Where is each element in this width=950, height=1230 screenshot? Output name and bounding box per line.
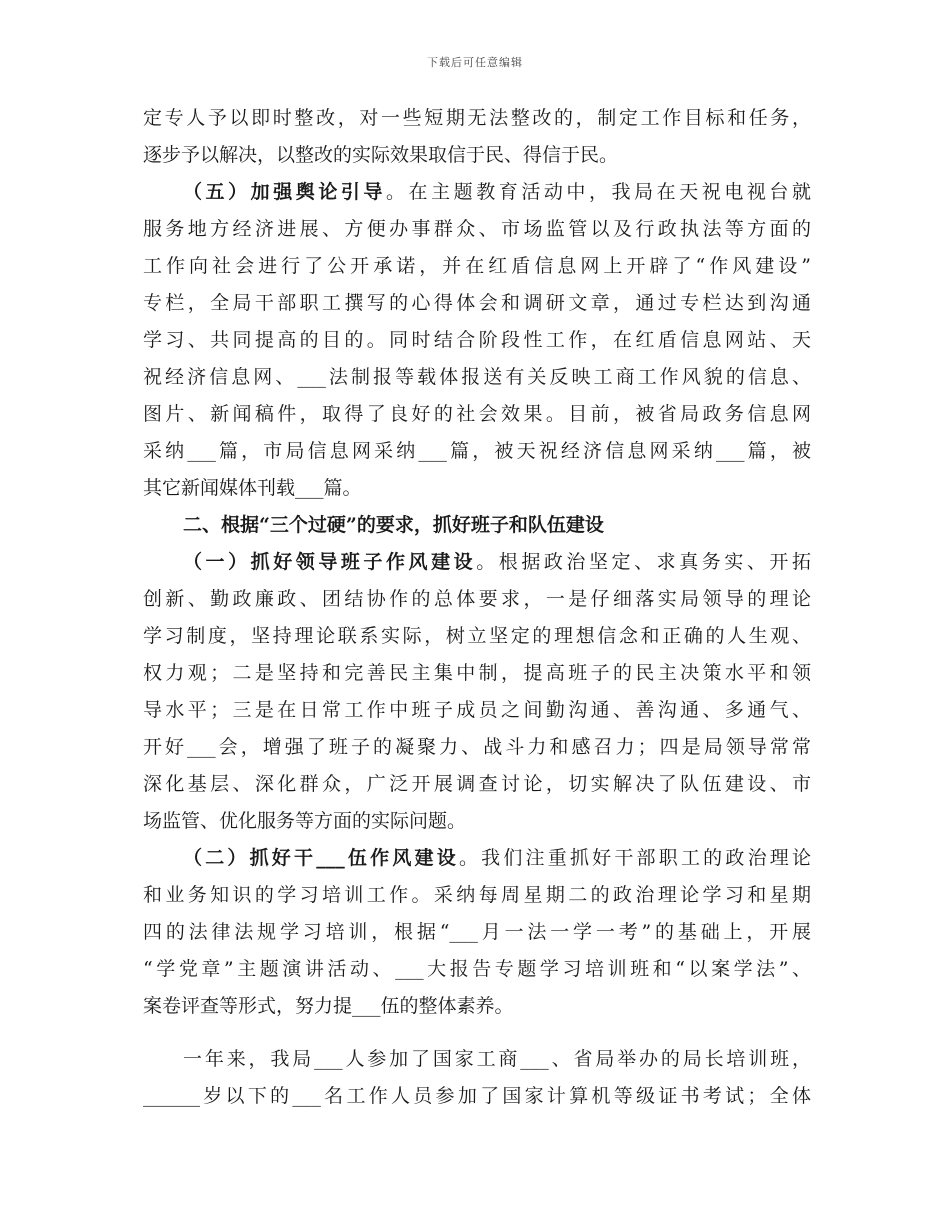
paragraph-heading: （五）加强舆论引导 — [183, 181, 386, 203]
text-line: 服务地方经济进展、方便办事群众、市场监管以及行政执法等方面的 — [143, 218, 811, 240]
text-line: “学党章”主题演讲活动、___大报告专题学习培训班和“以案学法”、 — [143, 958, 811, 980]
text-line: 工作向社会进行了公开承诺，并在红盾信息网上开辟了“作风建设” — [143, 255, 811, 277]
text-line: 定专人予以即时整改，对一些短期无法整改的，制定工作目标和任务， — [143, 107, 811, 129]
text-line: 权力观；二是坚持和完善民主集中制，提高班子的民主决策水平和领 — [143, 662, 811, 684]
text-line: 逐步予以解决，以整改的实际效果取信于民、得信于民。 — [143, 144, 619, 166]
text-line: 其它新闻媒体刊载___篇。 — [143, 477, 362, 499]
paragraph — [143, 174, 811, 507]
paragraph — [143, 1041, 811, 1115]
text-line: 学习制度，坚持理论联系实际，树立坚定的理想信念和正确的人生观、 — [143, 625, 811, 647]
text-line: 导水平；三是在日常工作中班子成员之间勤沟通、善沟通、多通气、 — [143, 699, 811, 721]
text-run: 。我们注重抓好干部职工的政治理论 — [458, 847, 811, 869]
text-line: 深化基层、深化群众，广泛开展调查讨论，切实解决了队伍建设、市 — [143, 773, 811, 795]
section-title-block — [143, 507, 811, 544]
text-run: 。在主题教育活动中，我局在天祝电视台就 — [386, 181, 811, 203]
paragraph — [143, 840, 811, 1025]
text-line: 场监管、优化服务等方面的实际问题。 — [143, 810, 467, 832]
paragraph — [143, 100, 811, 174]
paragraph — [143, 544, 811, 840]
text-line: 采纳___篇，市局信息网采纳___篇，被天祝经济信息网采纳___篇，被 — [143, 440, 811, 462]
text-line: ______岁以下的___名工作人员参加了国家计算机等级证书考试；全体 — [143, 1085, 811, 1107]
text-line: 一年来，我局___人参加了国家工商___、省局举办的局长培训班， — [183, 1048, 811, 1070]
text-line: 和业务知识的学习培训工作。采纳每周星期二的政治理论学习和星期 — [143, 884, 811, 906]
paragraph-heading: （一）抓好领导班子作风建设 — [183, 551, 477, 573]
text-line: 四的法律法规学习培训，根据“___月一法一学一考”的基础上，开展 — [143, 921, 811, 943]
text-line: 创新、勤政廉政、团结协作的总体要求，一是仔细落实局领导的理论 — [143, 588, 811, 610]
page-header-note: 下载后可任意编辑 — [427, 56, 523, 69]
text-line: 学习、共同提高的目的。同时结合阶段性工作，在红盾信息网站、天 — [143, 329, 811, 351]
text-run: 。根据政治坚定、求真务实、开拓 — [476, 551, 811, 573]
text-line — [143, 840, 811, 877]
paragraph-heading: （二）抓好干___伍作风建设 — [183, 847, 459, 869]
text-line — [143, 544, 811, 581]
text-line: 案卷评查等形式，努力提___伍的整体素养。 — [143, 995, 514, 1017]
text-line: 祝经济信息网、___法制报等载体报送有关反映工商工作风貌的信息、 — [143, 366, 811, 388]
text-line: 开好___会，增强了班子的凝聚力、战斗力和感召力；四是局领导常常 — [143, 736, 811, 758]
text-line: 专栏，全局干部职工撰写的心得体会和调研文章，通过专栏达到沟通 — [143, 292, 811, 314]
text-line — [143, 174, 811, 211]
document-body — [143, 100, 811, 1115]
text-line: 图片、新闻稿件，取得了良好的社会效果。目前，被省局政务信息网 — [143, 403, 811, 425]
section-title: 二、根据“三个过硬”的要求，抓好班子和队伍建设 — [183, 514, 604, 536]
